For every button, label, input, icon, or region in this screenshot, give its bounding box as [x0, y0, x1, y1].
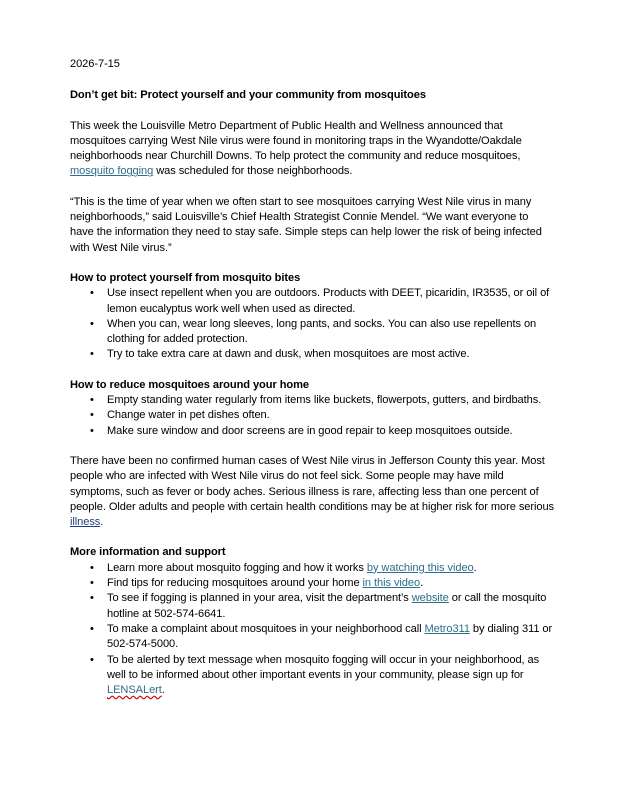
- list-item-text: Learn more about mosquito fogging and how it works: [107, 561, 367, 574]
- list-item-text: Empty standing water regularly from items like buckets, flowerpots, gutters, and birdbaths.: [107, 394, 542, 407]
- bullet-icon: •: [90, 409, 94, 422]
- list-item: [90, 393, 555, 408]
- intro-text-end: was scheduled for those neighborhoods.: [153, 165, 353, 178]
- list-item-text-end: by dialing 311 or 502-574-5000.: [107, 622, 553, 651]
- tips-video-link[interactable]: in this video: [362, 577, 421, 590]
- metro311-link[interactable]: Metro311: [424, 622, 470, 635]
- protect-heading: How to protect yourself from mosquito bites: [70, 271, 301, 284]
- bullet-icon: •: [90, 348, 94, 361]
- list-item: [90, 286, 555, 317]
- list-item: [90, 576, 555, 591]
- cases-paragraph: [70, 454, 555, 530]
- list-item: [90, 317, 555, 348]
- website-link[interactable]: website: [411, 592, 449, 605]
- quote-paragraph: “This is the time of year when we often start to see mosquitoes carrying West Nile virus in many neighborhoods,” said Louisville’s Chief Health Strategist Connie Mendel. “We want everyone to have the information they need to stay safe. Simple steps can help lower the risk of being infected with West Nile virus.”: [70, 195, 542, 254]
- list-item-text: Make sure window and door screens are in good repair to keep mosquitoes outside.: [107, 424, 513, 437]
- more-info-heading: More information and support: [70, 546, 226, 559]
- list-item: [90, 347, 555, 362]
- bullet-icon: •: [90, 394, 94, 407]
- list-item-text-end: or call the mosquito hotline at 502-574-6641.: [107, 592, 547, 620]
- fogging-video-link[interactable]: by watching this video: [366, 561, 474, 574]
- list-item: [90, 408, 555, 423]
- bullet-icon: •: [90, 592, 94, 605]
- bullet-icon: •: [90, 561, 94, 574]
- list-item: [90, 591, 555, 622]
- bullet-icon: •: [90, 577, 94, 590]
- cases-text: There have been no confirmed human cases of West Nile virus in Jefferson County this year. Most people who are infected with West Nile virus do not feel sick. Some people may have mild symptoms, such as fever or body aches. Serious illness is rare, affecting less than one percent of people. Older adults and people with certain health conditions may be at higher risk for more serious: [70, 454, 555, 513]
- illness-link[interactable]: illness: [70, 516, 101, 529]
- document-date: 2026-7-15: [70, 58, 120, 70]
- list-item-text: To make a complaint about mosquitoes in your neighborhood call: [107, 622, 425, 635]
- intro-text: This week the Louisville Metro Department of Public Health and Wellness announced that mosquitoes carrying West Nile virus were found in monitoring traps in the Wyandotte/Oakdale neighborhoods near Churchill Downs. To help protect the community and reduce mosquitoes,: [70, 119, 522, 163]
- list-item: [90, 424, 555, 439]
- more-info-list: [70, 561, 555, 699]
- bullet-icon: •: [90, 317, 94, 330]
- intro-paragraph: [70, 119, 555, 180]
- list-item-text-end: .: [161, 684, 165, 697]
- list-item-text: To be alerted by text message when mosquito fogging will occur in your neighborhood, as well to be informed about other important events in your community, please sign up for: [107, 653, 540, 681]
- list-item-text: Find tips for reducing mosquitoes around your home: [107, 577, 363, 590]
- list-item-text: To see if fogging is planned in your area, visit the department’s: [107, 592, 412, 605]
- bullet-icon: •: [90, 653, 94, 666]
- cases-text-end: .: [100, 516, 104, 529]
- reduce-list: [70, 393, 555, 439]
- bullet-icon: •: [90, 622, 94, 635]
- mosquito-fogging-link[interactable]: mosquito fogging: [70, 165, 154, 178]
- list-item: [90, 561, 555, 576]
- list-item: [90, 622, 555, 653]
- bullet-icon: •: [90, 287, 94, 300]
- list-item-text-end: .: [420, 577, 424, 590]
- bullet-icon: •: [90, 424, 94, 437]
- lensalert-link[interactable]: LENSALert: [107, 684, 162, 697]
- reduce-heading: How to reduce mosquitoes around your home: [70, 378, 309, 391]
- list-item-text: Use insect repellent when you are outdoors. Products with DEET, picaridin, IR3535, or oil of lemon eucalyptus work well when used as directed.: [107, 287, 550, 315]
- list-item-text: Change water in pet dishes often.: [107, 409, 270, 422]
- headline: Don’t get bit: Protect yourself and your community from mosquitoes: [70, 89, 426, 102]
- document-page: [70, 57, 555, 713]
- list-item-text: Try to take extra care at dawn and dusk, when mosquitoes are most active.: [107, 348, 470, 361]
- list-item-text: When you can, wear long sleeves, long pants, and socks. You can also use repellents on clothing for added protection.: [107, 317, 537, 346]
- list-item-text-end: .: [473, 561, 477, 574]
- list-item: [90, 653, 555, 699]
- protect-list: [70, 286, 555, 362]
